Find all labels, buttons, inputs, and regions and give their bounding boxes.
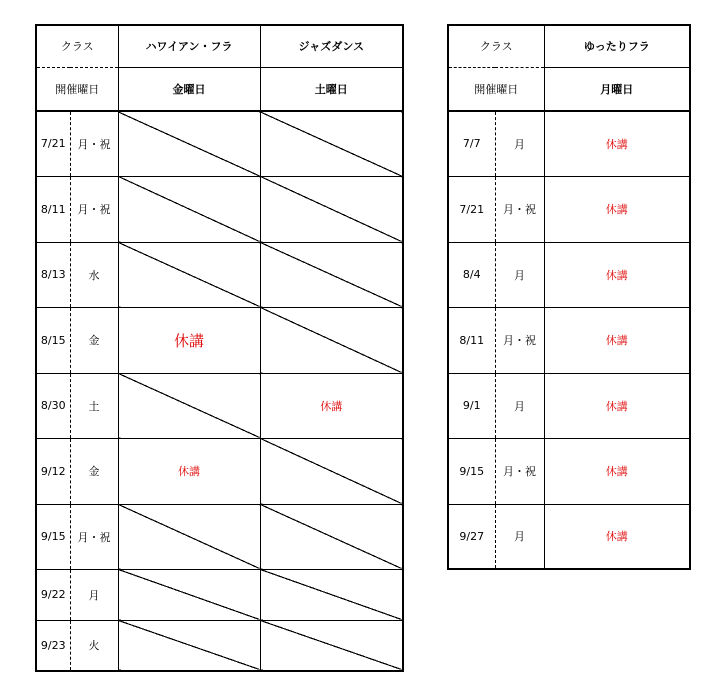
row-weekday: 月・祝 xyxy=(495,176,544,242)
cell-relaxed-hula-cancelled: 休講 xyxy=(544,242,690,307)
class-label: クラス xyxy=(36,25,118,67)
cell-hula xyxy=(118,504,260,569)
row-weekday: 月・祝 xyxy=(70,111,118,176)
cell-jazz xyxy=(260,111,403,176)
cell-jazz xyxy=(260,242,403,307)
row-date: 8/4 xyxy=(448,242,495,307)
row-date: 8/13 xyxy=(36,242,70,307)
row-weekday: 月 xyxy=(495,242,544,307)
row-date: 9/1 xyxy=(448,373,495,438)
cell-jazz-cancelled: 休講 xyxy=(260,373,403,438)
cell-jazz xyxy=(260,176,403,242)
row-weekday: 月・祝 xyxy=(495,438,544,504)
cell-hula-cancelled: 休講 xyxy=(118,307,260,373)
row-date: 8/15 xyxy=(36,307,70,373)
cell-jazz xyxy=(260,569,403,620)
row-date: 7/21 xyxy=(448,176,495,242)
cell-hula xyxy=(118,111,260,176)
row-weekday: 月・祝 xyxy=(70,504,118,569)
row-weekday: 金 xyxy=(70,307,118,373)
row-weekday: 火 xyxy=(70,620,118,671)
row-date: 9/12 xyxy=(36,438,70,504)
cell-jazz xyxy=(260,438,403,504)
row-date: 9/27 xyxy=(448,504,495,569)
cell-jazz xyxy=(260,620,403,671)
cell-relaxed-hula-cancelled: 休講 xyxy=(544,438,690,504)
row-date: 9/23 xyxy=(36,620,70,671)
class-name-hula: ハワイアン・フラ xyxy=(118,25,260,67)
row-weekday: 月 xyxy=(70,569,118,620)
cell-hula xyxy=(118,569,260,620)
cell-hula xyxy=(118,373,260,438)
cell-hula xyxy=(118,242,260,307)
row-weekday: 月 xyxy=(495,504,544,569)
day-label: 開催曜日 xyxy=(448,67,544,111)
cell-hula-cancelled: 休講 xyxy=(118,438,260,504)
row-weekday: 月・祝 xyxy=(70,176,118,242)
cell-relaxed-hula-cancelled: 休講 xyxy=(544,373,690,438)
row-date: 9/22 xyxy=(36,569,70,620)
row-date: 9/15 xyxy=(36,504,70,569)
left-schedule-table xyxy=(35,24,404,672)
class-day-relaxed-hula: 月曜日 xyxy=(600,82,634,96)
row-date: 7/21 xyxy=(36,111,70,176)
row-weekday: 金 xyxy=(70,438,118,504)
cell-relaxed-hula-cancelled: 休講 xyxy=(544,176,690,242)
row-date: 7/7 xyxy=(448,111,495,176)
class-day-hula: 金曜日 xyxy=(118,67,260,111)
class-name-jazz: ジャズダンス xyxy=(260,25,403,67)
cell-hula xyxy=(118,176,260,242)
row-weekday: 月 xyxy=(495,373,544,438)
cell-relaxed-hula-cancelled: 休講 xyxy=(544,111,690,176)
class-day-jazz: 土曜日 xyxy=(314,82,348,96)
cell-jazz xyxy=(260,504,403,569)
day-label: 開催曜日 xyxy=(36,67,118,111)
row-date: 9/15 xyxy=(448,438,495,504)
row-weekday: 月 xyxy=(495,111,544,176)
row-weekday: 水 xyxy=(70,242,118,307)
class-label: クラス xyxy=(448,25,544,67)
class-name-relaxed-hula: ゆったりフラ xyxy=(544,25,690,67)
row-date: 8/11 xyxy=(36,176,70,242)
row-weekday: 土 xyxy=(70,373,118,438)
row-weekday: 月・祝 xyxy=(495,307,544,373)
right-schedule-table xyxy=(447,24,691,570)
cell-hula xyxy=(118,620,260,671)
cell-relaxed-hula-cancelled: 休講 xyxy=(544,307,690,373)
row-date: 8/11 xyxy=(448,307,495,373)
row-date: 8/30 xyxy=(36,373,70,438)
cell-relaxed-hula-cancelled: 休講 xyxy=(544,504,690,569)
cell-jazz xyxy=(260,307,403,373)
